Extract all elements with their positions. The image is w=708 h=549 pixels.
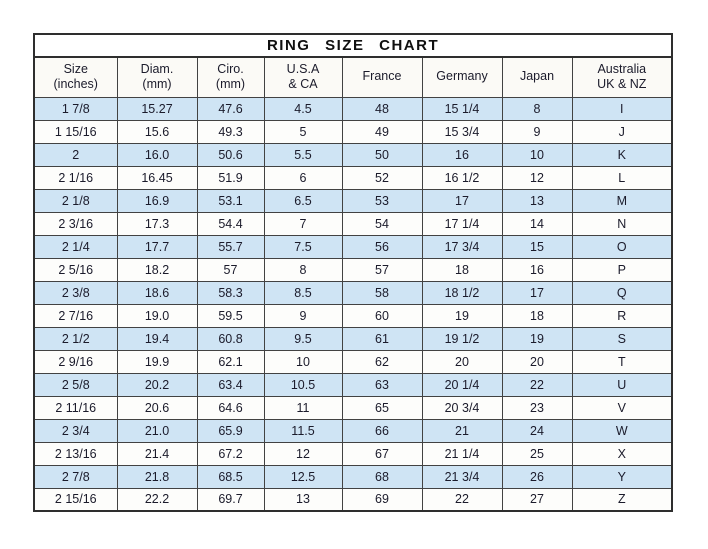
table-row [34,327,672,350]
table-row [34,488,672,511]
column-header-ciro-mm [197,57,264,97]
cell-size-inches: 2 9/16 [34,350,117,373]
cell-france: 49 [342,120,422,143]
table-title-row [34,34,672,57]
table-row [34,281,672,304]
cell-australia-uk-nz: R [572,304,672,327]
cell-size-inches: 2 13/16 [34,442,117,465]
cell-size-inches: 2 7/16 [34,304,117,327]
table-row [34,212,672,235]
cell-japan: 15 [502,235,572,258]
cell-australia-uk-nz: Z [572,488,672,511]
cell-size-inches: 2 3/4 [34,419,117,442]
table-row [34,419,672,442]
cell-france: 62 [342,350,422,373]
cell-japan: 13 [502,189,572,212]
column-header-germany [422,57,502,97]
cell-ciro-mm: 60.8 [197,327,264,350]
cell-germany: 17 3/4 [422,235,502,258]
cell-australia-uk-nz: J [572,120,672,143]
cell-diam-mm: 16.45 [117,166,197,189]
cell-australia-uk-nz: S [572,327,672,350]
cell-germany: 22 [422,488,502,511]
cell-usa-ca: 11 [264,396,342,419]
cell-size-inches: 2 5/16 [34,258,117,281]
cell-size-inches: 2 7/8 [34,465,117,488]
table-header-row [34,57,672,97]
table-row [34,189,672,212]
cell-usa-ca: 5 [264,120,342,143]
cell-diam-mm: 17.7 [117,235,197,258]
cell-usa-ca: 8.5 [264,281,342,304]
cell-japan: 19 [502,327,572,350]
cell-france: 63 [342,373,422,396]
cell-japan: 18 [502,304,572,327]
cell-australia-uk-nz: I [572,97,672,120]
column-header-usa-ca [264,57,342,97]
cell-germany: 20 [422,350,502,373]
column-header-france [342,57,422,97]
cell-diam-mm: 20.2 [117,373,197,396]
cell-japan: 12 [502,166,572,189]
cell-size-inches: 2 1/4 [34,235,117,258]
table-row [34,235,672,258]
cell-usa-ca: 9 [264,304,342,327]
cell-ciro-mm: 55.7 [197,235,264,258]
cell-diam-mm: 19.9 [117,350,197,373]
cell-japan: 22 [502,373,572,396]
cell-germany: 16 1/2 [422,166,502,189]
cell-diam-mm: 21.0 [117,419,197,442]
cell-diam-mm: 21.8 [117,465,197,488]
cell-japan: 23 [502,396,572,419]
column-header-sublabel: & CA [288,77,318,92]
table-row [34,465,672,488]
cell-germany: 19 [422,304,502,327]
cell-usa-ca: 5.5 [264,143,342,166]
cell-australia-uk-nz: O [572,235,672,258]
cell-japan: 10 [502,143,572,166]
table-row [34,97,672,120]
cell-diam-mm: 17.3 [117,212,197,235]
cell-australia-uk-nz: W [572,419,672,442]
cell-ciro-mm: 53.1 [197,189,264,212]
cell-australia-uk-nz: Q [572,281,672,304]
cell-ciro-mm: 62.1 [197,350,264,373]
cell-diam-mm: 21.4 [117,442,197,465]
cell-size-inches: 2 3/8 [34,281,117,304]
cell-germany: 18 1/2 [422,281,502,304]
table-row [34,350,672,373]
column-header-australia-uk-nz [572,57,672,97]
column-header-label: Australia [597,61,647,76]
cell-diam-mm: 15.27 [117,97,197,120]
cell-australia-uk-nz: L [572,166,672,189]
cell-ciro-mm: 59.5 [197,304,264,327]
table-row [34,143,672,166]
cell-usa-ca: 12 [264,442,342,465]
cell-japan: 9 [502,120,572,143]
cell-diam-mm: 16.0 [117,143,197,166]
cell-usa-ca: 9.5 [264,327,342,350]
cell-japan: 16 [502,258,572,281]
cell-france: 48 [342,97,422,120]
cell-germany: 16 [422,143,502,166]
cell-ciro-mm: 57 [197,258,264,281]
cell-ciro-mm: 65.9 [197,419,264,442]
cell-australia-uk-nz: Y [572,465,672,488]
cell-size-inches: 2 3/16 [34,212,117,235]
page-title: RING SIZE CHART [34,34,672,57]
cell-france: 69 [342,488,422,511]
cell-japan: 8 [502,97,572,120]
cell-size-inches: 1 7/8 [34,97,117,120]
cell-ciro-mm: 64.6 [197,396,264,419]
cell-australia-uk-nz: P [572,258,672,281]
cell-diam-mm: 16.9 [117,189,197,212]
column-header-label: Diam. [140,61,174,76]
cell-france: 68 [342,465,422,488]
cell-japan: 17 [502,281,572,304]
cell-germany: 15 3/4 [422,120,502,143]
cell-france: 53 [342,189,422,212]
column-header-sublabel: (mm) [215,77,246,92]
cell-ciro-mm: 47.6 [197,97,264,120]
cell-ciro-mm: 69.7 [197,488,264,511]
cell-usa-ca: 13 [264,488,342,511]
cell-france: 67 [342,442,422,465]
cell-usa-ca: 6 [264,166,342,189]
ring-size-chart [33,33,671,512]
cell-ciro-mm: 54.4 [197,212,264,235]
cell-usa-ca: 6.5 [264,189,342,212]
column-header-sublabel: (mm) [142,77,172,92]
cell-france: 61 [342,327,422,350]
cell-size-inches: 2 11/16 [34,396,117,419]
cell-size-inches: 2 [34,143,117,166]
column-header-size-inches [34,57,117,97]
cell-australia-uk-nz: X [572,442,672,465]
cell-ciro-mm: 49.3 [197,120,264,143]
column-header-diam-mm [117,57,197,97]
cell-japan: 25 [502,442,572,465]
cell-france: 54 [342,212,422,235]
cell-france: 50 [342,143,422,166]
ring-size-table [33,33,673,512]
cell-germany: 21 [422,419,502,442]
cell-size-inches: 2 1/8 [34,189,117,212]
cell-ciro-mm: 58.3 [197,281,264,304]
column-header-label: Germany [436,69,488,84]
cell-germany: 18 [422,258,502,281]
cell-usa-ca: 10.5 [264,373,342,396]
cell-diam-mm: 22.2 [117,488,197,511]
cell-germany: 17 [422,189,502,212]
cell-diam-mm: 15.6 [117,120,197,143]
cell-size-inches: 2 1/2 [34,327,117,350]
cell-ciro-mm: 63.4 [197,373,264,396]
cell-diam-mm: 19.4 [117,327,197,350]
cell-japan: 14 [502,212,572,235]
cell-ciro-mm: 67.2 [197,442,264,465]
cell-japan: 27 [502,488,572,511]
cell-france: 56 [342,235,422,258]
cell-size-inches: 2 5/8 [34,373,117,396]
cell-size-inches: 1 15/16 [34,120,117,143]
cell-usa-ca: 12.5 [264,465,342,488]
cell-usa-ca: 8 [264,258,342,281]
column-header-japan [502,57,572,97]
cell-japan: 20 [502,350,572,373]
column-header-label: France [362,69,402,84]
table-row [34,396,672,419]
cell-ciro-mm: 68.5 [197,465,264,488]
column-header-sublabel: UK & NZ [597,77,647,92]
cell-france: 66 [342,419,422,442]
cell-australia-uk-nz: U [572,373,672,396]
cell-usa-ca: 7 [264,212,342,235]
cell-france: 52 [342,166,422,189]
cell-australia-uk-nz: K [572,143,672,166]
cell-australia-uk-nz: T [572,350,672,373]
cell-france: 60 [342,304,422,327]
cell-germany: 21 3/4 [422,465,502,488]
column-header-label: Ciro. [217,61,244,76]
cell-germany: 20 1/4 [422,373,502,396]
table-row [34,258,672,281]
cell-ciro-mm: 51.9 [197,166,264,189]
cell-ciro-mm: 50.6 [197,143,264,166]
cell-diam-mm: 18.6 [117,281,197,304]
table-row [34,166,672,189]
cell-germany: 20 3/4 [422,396,502,419]
cell-japan: 26 [502,465,572,488]
cell-usa-ca: 4.5 [264,97,342,120]
column-header-label: Size [63,61,88,76]
cell-germany: 17 1/4 [422,212,502,235]
table-row [34,120,672,143]
table-row [34,442,672,465]
cell-france: 57 [342,258,422,281]
cell-usa-ca: 7.5 [264,235,342,258]
cell-size-inches: 2 1/16 [34,166,117,189]
cell-diam-mm: 20.6 [117,396,197,419]
cell-france: 58 [342,281,422,304]
cell-japan: 24 [502,419,572,442]
ring-size-table-body [34,97,672,511]
cell-germany: 21 1/4 [422,442,502,465]
cell-diam-mm: 19.0 [117,304,197,327]
cell-usa-ca: 10 [264,350,342,373]
cell-size-inches: 2 15/16 [34,488,117,511]
table-row [34,373,672,396]
cell-germany: 15 1/4 [422,97,502,120]
cell-france: 65 [342,396,422,419]
cell-usa-ca: 11.5 [264,419,342,442]
column-header-sublabel: (inches) [53,77,98,92]
column-header-label: U.S.A [286,61,320,76]
cell-australia-uk-nz: V [572,396,672,419]
cell-australia-uk-nz: N [572,212,672,235]
column-header-label: Japan [519,69,555,84]
cell-germany: 19 1/2 [422,327,502,350]
cell-australia-uk-nz: M [572,189,672,212]
cell-diam-mm: 18.2 [117,258,197,281]
table-row [34,304,672,327]
